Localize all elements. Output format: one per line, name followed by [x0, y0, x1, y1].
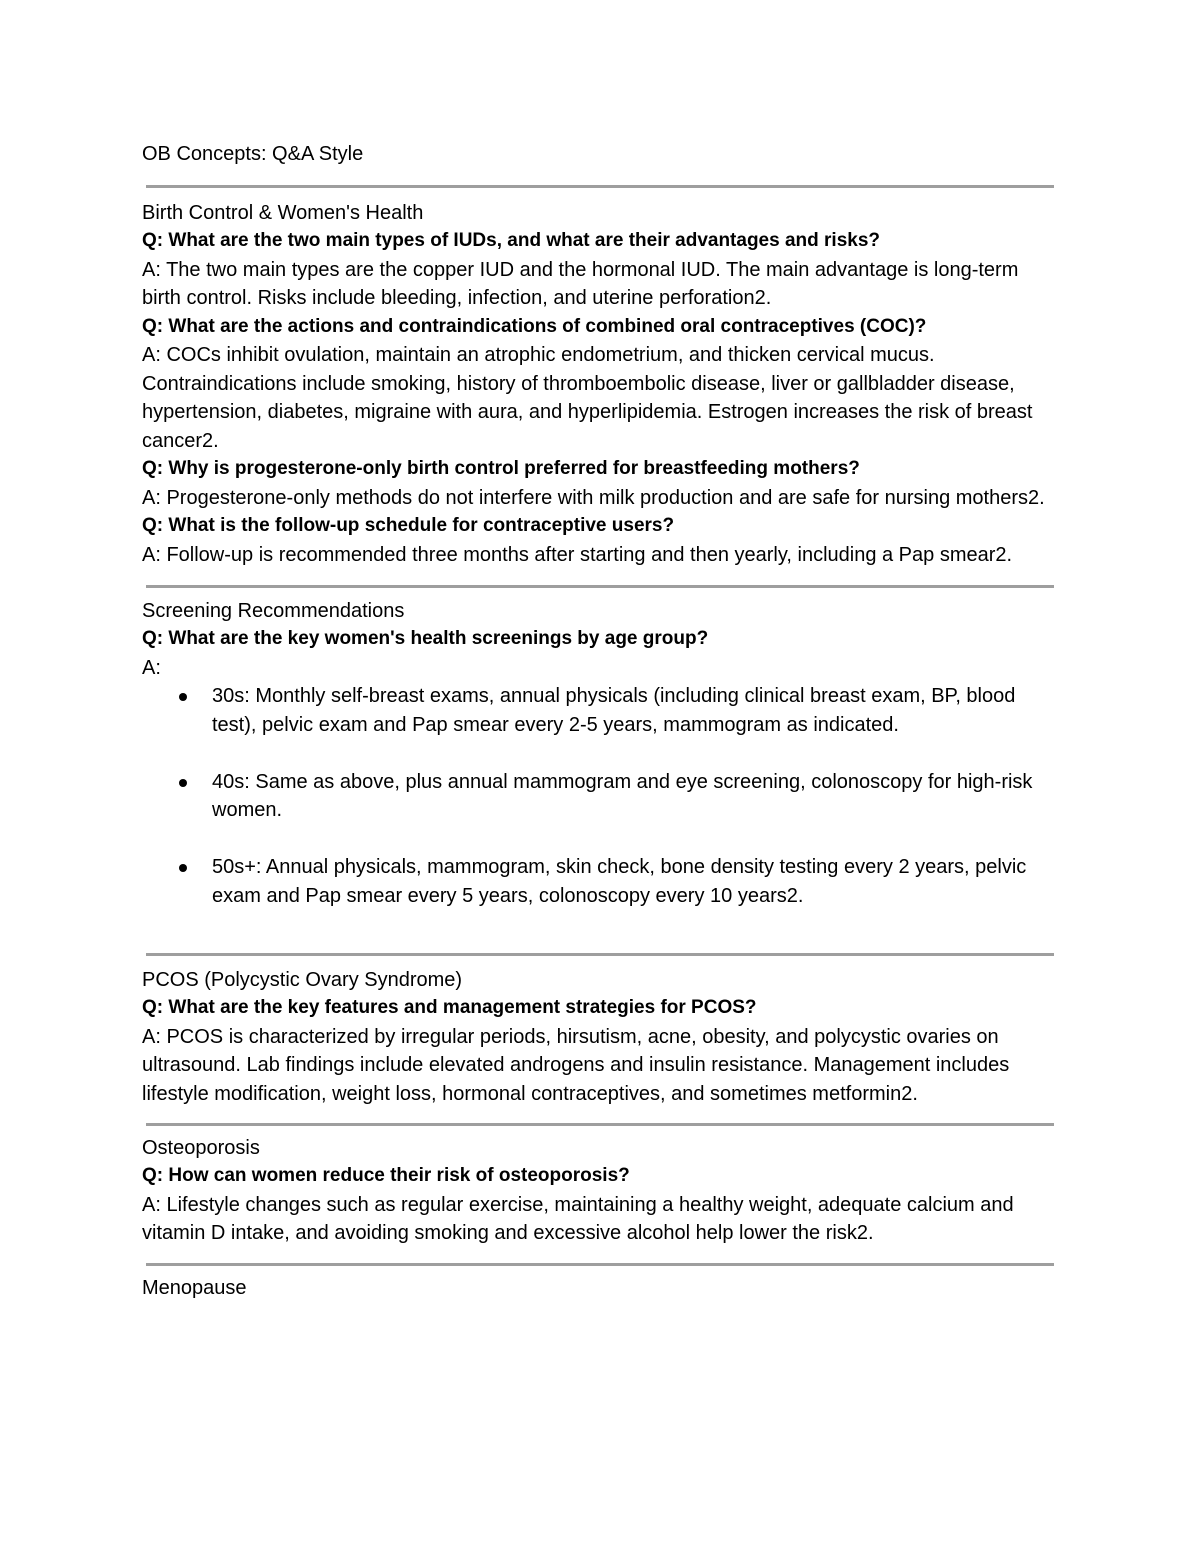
screening-list: [142, 682, 1060, 910]
list-item-text: 30s: Monthly self-breast exams, annual physicals (including clinical breast exam, BP, blood test), pelvic exam and Pap smear every 2-5 years, mammogram as indicated.: [212, 685, 1016, 736]
list-item-text: 50s+: Annual physicals, mammogram, skin check, bone density testing every 2 years, pelvic exam and Pap smear every 5 years, colonoscopy every 10 years2.: [212, 856, 1027, 907]
section-divider: [146, 185, 1054, 188]
section-divider: [146, 585, 1054, 588]
answer-text: A: COCs inhibit ovulation, maintain an atrophic endometrium, and thicken cervical mucus. Contraindications include smoking, history of thromboembolic disease, liver or gallbladder disease, hypertension, diabetes, migraine with aura, and hyperlipidemia. Estrogen increases the risk of breast cancer2.: [142, 344, 1033, 452]
list-item: [142, 768, 1060, 825]
section-heading: PCOS (Polycystic Ovary Syndrome): [142, 969, 463, 991]
answer-text: A: Lifestyle changes such as regular exercise, maintaining a healthy weight, adequate calcium and vitamin D intake, and avoiding smoking and excessive alcohol help lower the risk2.: [142, 1193, 1014, 1244]
section-heading: Birth Control & Women's Health: [142, 202, 424, 224]
section-heading: Menopause: [142, 1276, 247, 1299]
list-item: [142, 853, 1060, 910]
bullet-icon: [179, 864, 187, 872]
section-menopause: [142, 1274, 1060, 1302]
bullet-icon: [179, 779, 187, 787]
section-screening: [142, 597, 1060, 910]
question-text: Q: What are the actions and contraindications of combined oral contraceptives (COC)?: [142, 315, 927, 337]
section-birth-control: [142, 199, 1060, 569]
question-text: Q: What are the two main types of IUDs, and what are their advantages and risks?: [142, 230, 881, 251]
list-item-text: 40s: Same as above, plus annual mammogram and eye screening, colonoscopy for high-risk women.: [212, 770, 1033, 821]
answer-text: A:: [142, 656, 161, 679]
document-title: OB Concepts: Q&A Style: [142, 143, 364, 165]
document-page: [142, 140, 1060, 1302]
question-text: Q: What is the follow-up schedule for contraceptive users?: [142, 515, 675, 536]
list-item: [142, 682, 1060, 739]
question-text: Q: What are the key features and management strategies for PCOS?: [142, 997, 757, 1018]
section-heading: Screening Recommendations: [142, 600, 405, 622]
answer-text: A: PCOS is characterized by irregular periods, hirsutism, acne, obesity, and polycystic ovaries on ultrasound. Lab findings include elevated androgens and insulin resistance. Management includes lifestyle modification, weight loss, hormonal contraceptives, and sometimes metformin2.: [142, 1025, 1010, 1105]
section-divider: [146, 1263, 1054, 1266]
section-divider: [146, 953, 1054, 956]
question-text: Q: What are the key women's health screenings by age group?: [142, 628, 709, 649]
bullet-icon: [179, 693, 187, 701]
section-pcos: [142, 966, 1060, 1108]
question-text: Q: How can women reduce their risk of osteoporosis?: [142, 1165, 630, 1186]
answer-text: A: Follow-up is recommended three months after starting and then yearly, including a Pap smear2.: [142, 543, 1013, 566]
section-divider: [146, 1123, 1054, 1126]
answer-text: A: The two main types are the copper IUD and the hormonal IUD. The main advantage is long-term birth control. Risks include bleeding, infection, and uterine perforation2.: [142, 258, 1019, 309]
section-heading: Osteoporosis: [142, 1137, 260, 1159]
section-osteoporosis: [142, 1134, 1060, 1248]
answer-text: A: Progesterone-only methods do not interfere with milk production and are safe for nursing mothers2.: [142, 486, 1045, 509]
question-text: Q: Why is progesterone-only birth control preferred for breastfeeding mothers?: [142, 458, 860, 479]
